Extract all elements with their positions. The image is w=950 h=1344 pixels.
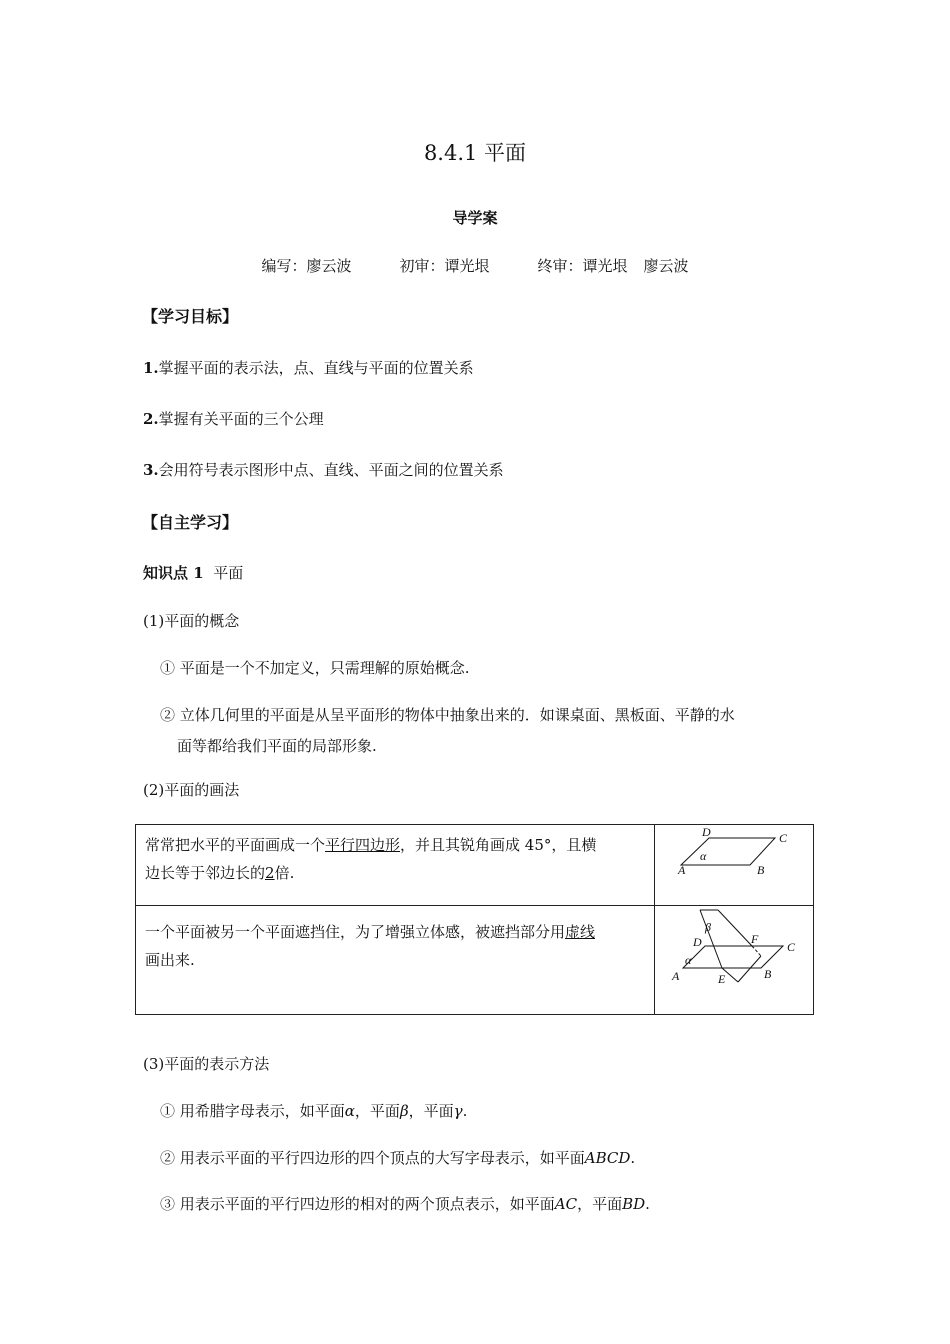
fig2-label-b: B [764, 967, 772, 981]
drawing-row-1-text: 常常把水平的平面画成一个平行四边形，并且其锐角画成 45°，且横 边长等于邻边长的2倍. [136, 825, 655, 906]
overlapping-planes-diagram [655, 906, 813, 1010]
representation-item-3: ③ 用表示平面的平行四边形的相对的两个顶点表示，如平面AC，平面BD. [160, 1195, 650, 1213]
goal-item-1: 1.掌握平面的表示法，点、直线与平面的位置关系 [143, 359, 474, 377]
page-title: 8.4.1 平面 [423, 141, 527, 165]
author-final-review: 终审：谭光垠 [537, 257, 628, 275]
fig2-label-c: C [787, 940, 796, 954]
goal-item-3: 3.会用符号表示图形中点、直线、平面之间的位置关系 [143, 461, 504, 479]
fig1-label-d: D [702, 825, 711, 839]
fig1-label-alpha: α [700, 849, 707, 863]
concept-title: (1)平面的概念 [143, 612, 240, 630]
fig2-label-e: E [718, 972, 726, 986]
drawing-title: (2)平面的画法 [143, 781, 240, 799]
drawing-method-table [135, 824, 814, 1015]
author-first-review: 初审：谭光垠 [399, 257, 490, 275]
representation-item-2: ② 用表示平面的平行四边形的四个顶点的大写字母表示，如平面ABCD. [160, 1149, 636, 1167]
author-final-review-extra: 廖云波 [643, 257, 689, 275]
concept-item-2-line2: 面等都给我们平面的局部形象. [177, 737, 377, 755]
representation-title: (3)平面的表示方法 [143, 1055, 270, 1073]
concept-item-2-line1: ② 立体几何里的平面是从呈平面形的物体中抽象出来的．如课桌面、黑板面、平静的水 [160, 706, 735, 724]
fig1-label-b: B [757, 863, 765, 877]
self-study-heading: 【自主学习】 [142, 513, 239, 532]
goals-heading: 【学习目标】 [142, 307, 239, 326]
author-writer: 编写：廖云波 [261, 257, 352, 275]
authors-line [0, 255, 950, 276]
fig2-label-beta: β [705, 920, 711, 934]
drawing-row-2-text: 一个平面被另一个平面遮挡住，为了增强立体感，被遮挡部分用虚线 画出来. [136, 906, 655, 1015]
fig2-label-a: A [672, 969, 680, 983]
fig1-label-c: C [779, 831, 788, 845]
fig2-label-alpha: α [685, 953, 692, 967]
knowledge-point-1: 知识点 1 平面 [143, 564, 244, 582]
representation-item-1: ① 用希腊字母表示，如平面α，平面β，平面γ. [160, 1102, 468, 1120]
concept-item-1: ① 平面是一个不加定义，只需理解的原始概念. [160, 659, 470, 677]
page-subtitle: 导学案 [452, 209, 498, 227]
goal-item-2: 2.掌握有关平面的三个公理 [143, 410, 324, 428]
fig1-label-a: A [678, 863, 686, 877]
fig2-label-d: D [693, 935, 702, 949]
fig2-label-f: F [751, 932, 759, 946]
parallelogram-figure [655, 825, 814, 906]
parallelogram-diagram [655, 825, 813, 901]
overlapping-planes-figure [655, 906, 814, 1015]
